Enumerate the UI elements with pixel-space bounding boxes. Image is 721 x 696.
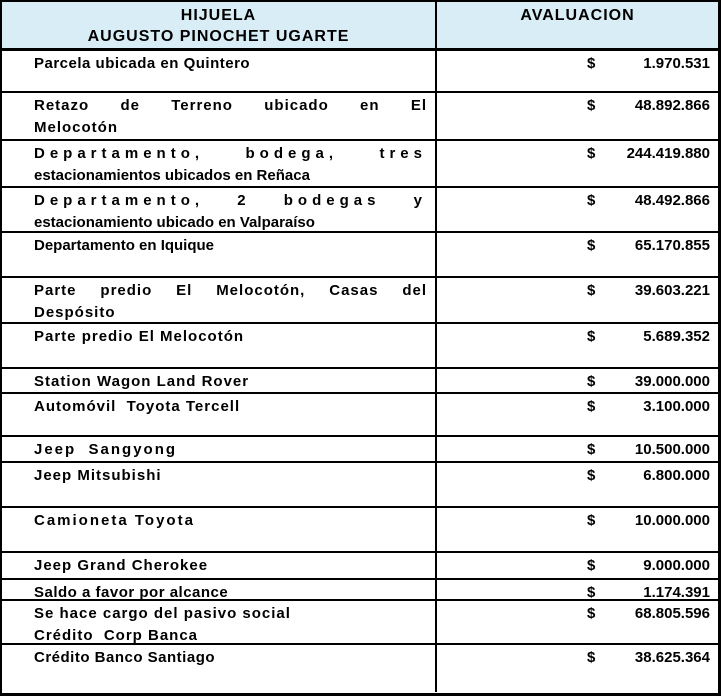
- row-valuation: [437, 278, 718, 322]
- row-description: [2, 508, 437, 551]
- row-description: [2, 580, 437, 599]
- header-avaluacion-label: AVALUACION: [520, 7, 635, 24]
- currency-symbol: $: [587, 282, 596, 299]
- currency-symbol: $: [587, 237, 596, 254]
- amount-value: 3.100.000: [643, 398, 710, 415]
- currency-symbol: $: [587, 441, 596, 458]
- table-row: [2, 394, 718, 437]
- amount: [587, 280, 710, 302]
- row-description: [2, 188, 437, 231]
- table-row: [2, 508, 718, 553]
- description-line: estacionamiento ubicado en Valparaíso: [34, 214, 315, 231]
- row-valuation: [437, 188, 718, 231]
- description-line: Jeep Sangyong: [34, 441, 178, 458]
- row-description: [2, 141, 437, 186]
- row-description: [2, 278, 437, 322]
- currency-symbol: $: [587, 557, 596, 574]
- table-row: [2, 324, 718, 369]
- row-valuation: [437, 437, 718, 461]
- header-cell-avaluacion: [437, 2, 718, 48]
- amount: [587, 510, 710, 532]
- amount-value: 65.170.855: [634, 237, 710, 254]
- row-description: [2, 93, 437, 139]
- description-line: Parte predio El Melocotón, Casas del: [34, 282, 427, 299]
- row-valuation: [437, 553, 718, 578]
- row-valuation: [437, 580, 718, 599]
- table-row: [2, 553, 718, 580]
- row-description: [2, 463, 437, 506]
- amount: [587, 190, 710, 212]
- header-hijuela-line2: AUGUSTO PINOCHET UGARTE: [87, 28, 350, 45]
- currency-symbol: $: [587, 373, 596, 390]
- row-valuation: [437, 233, 718, 276]
- row-valuation: [437, 93, 718, 139]
- currency-symbol: $: [587, 145, 596, 162]
- row-description: [2, 394, 437, 435]
- table-row: [2, 51, 718, 93]
- row-valuation: [437, 463, 718, 506]
- header-hijuela-line1: HIJUELA: [180, 7, 257, 24]
- row-valuation: [437, 324, 718, 367]
- description-line: Jeep Mitsubishi: [34, 467, 162, 484]
- row-description: [2, 233, 437, 276]
- row-description: [2, 51, 437, 91]
- amount: [587, 439, 710, 461]
- currency-symbol: $: [587, 398, 596, 415]
- amount-value: 48.892.866: [634, 97, 710, 114]
- row-valuation: [437, 601, 718, 643]
- amount-value: 68.805.596: [634, 605, 710, 622]
- row-description: [2, 324, 437, 367]
- table-row: [2, 437, 718, 463]
- description-line: Se hace cargo del pasivo social: [34, 605, 291, 622]
- amount-value: 48.492.866: [634, 192, 710, 209]
- table-row: [2, 188, 718, 233]
- amount-value: 1.970.531: [643, 55, 710, 72]
- amount: [587, 143, 710, 165]
- row-description: [2, 601, 437, 643]
- amount: [587, 371, 710, 392]
- amount-value: 38.625.364: [634, 649, 710, 666]
- amount: [587, 235, 710, 257]
- table-header-row: [2, 2, 718, 51]
- header-cell-hijuela: [2, 2, 437, 48]
- description-line: Parte predio El Melocotón: [34, 328, 245, 345]
- row-valuation: [437, 369, 718, 392]
- amount-value: 39.000.000: [634, 373, 710, 390]
- description-line: Parcela ubicada en Quintero: [34, 55, 251, 72]
- table-row: [2, 369, 718, 394]
- description-line: Departamento en Iquique: [34, 237, 215, 254]
- table-row: [2, 141, 718, 188]
- table-row: [2, 93, 718, 141]
- row-description: [2, 437, 437, 461]
- amount-value: 9.000.000: [643, 557, 710, 574]
- description-line: Despósito: [34, 304, 116, 321]
- currency-symbol: $: [587, 512, 596, 529]
- currency-symbol: $: [587, 97, 596, 114]
- table-row: [2, 601, 718, 645]
- row-description: [2, 369, 437, 392]
- amount: [587, 555, 710, 577]
- row-valuation: [437, 141, 718, 186]
- amount-value: 10.000.000: [634, 512, 710, 529]
- description-line: Retazo de Terreno ubicado en El: [34, 97, 427, 114]
- description-line: Camioneta Toyota: [34, 512, 195, 529]
- table-row: [2, 463, 718, 508]
- description-line: Departamento, bodega, tres: [34, 145, 427, 162]
- description-line: Station Wagon Land Rover: [34, 373, 250, 390]
- row-description: [2, 553, 437, 578]
- description-line: Crédito Banco Santiago: [34, 649, 216, 666]
- amount: [587, 465, 710, 487]
- description-line: Saldo a favor por alcance: [34, 584, 229, 599]
- row-valuation: [437, 51, 718, 91]
- description-line: Automóvil Toyota Tercell: [34, 398, 241, 415]
- row-description: [2, 645, 437, 692]
- table-row: [2, 233, 718, 278]
- table-row: [2, 278, 718, 324]
- description-line: Crédito Corp Banca: [34, 627, 199, 643]
- currency-symbol: $: [587, 192, 596, 209]
- currency-symbol: $: [587, 467, 596, 484]
- amount: [587, 326, 710, 348]
- amount-value: 5.689.352: [643, 328, 710, 345]
- currency-symbol: $: [587, 649, 596, 666]
- amount-value: 244.419.880: [626, 145, 710, 162]
- currency-symbol: $: [587, 584, 596, 599]
- table-row: [2, 580, 718, 601]
- amount: [587, 582, 710, 599]
- amount: [587, 603, 710, 625]
- amount-value: 1.174.391: [643, 584, 710, 599]
- currency-symbol: $: [587, 605, 596, 622]
- amount: [587, 95, 710, 117]
- amount-value: 6.800.000: [643, 467, 710, 484]
- description-line: Melocotón: [34, 119, 118, 136]
- description-line: Jeep Grand Cherokee: [34, 557, 209, 574]
- currency-symbol: $: [587, 55, 596, 72]
- table-row: [2, 645, 718, 692]
- amount: [587, 396, 710, 418]
- description-line: Departamento, 2 bodegas y: [34, 192, 427, 209]
- amount: [587, 53, 710, 75]
- currency-symbol: $: [587, 328, 596, 345]
- amount-value: 39.603.221: [634, 282, 710, 299]
- row-valuation: [437, 645, 718, 692]
- description-line: estacionamientos ubicados en Reñaca: [34, 167, 310, 184]
- amount: [587, 647, 710, 669]
- row-valuation: [437, 394, 718, 435]
- row-valuation: [437, 508, 718, 551]
- amount-value: 10.500.000: [634, 441, 710, 458]
